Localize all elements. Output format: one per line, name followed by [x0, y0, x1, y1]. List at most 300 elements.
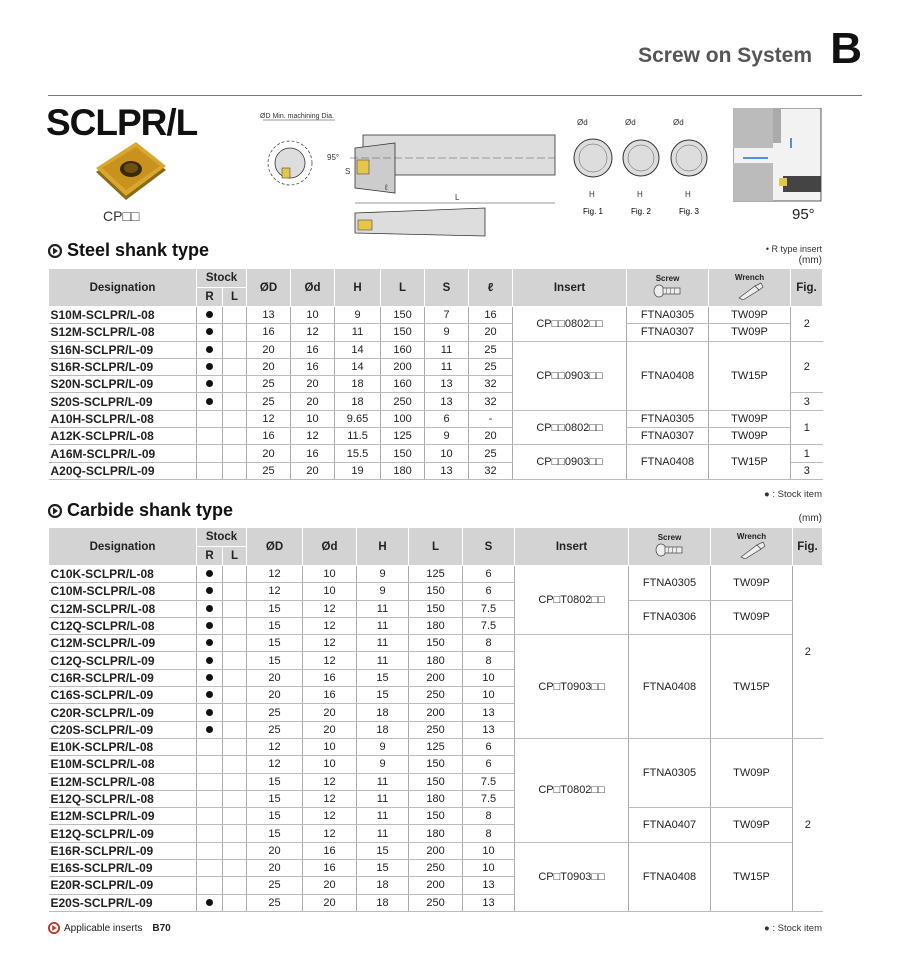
spec-cell: 150 — [409, 756, 463, 773]
spec-cell: 10 — [425, 445, 469, 462]
spec-cell: 15 — [357, 860, 409, 877]
fig-cell: 3 — [791, 462, 823, 479]
stock-dot — [206, 657, 213, 664]
spec-cell: 200 — [409, 669, 463, 686]
footer-text: Applicable inserts — [64, 922, 143, 934]
designation-cell: S20S-SCLPR/L-09 — [49, 393, 197, 410]
spec-cell: 7.5 — [463, 600, 515, 617]
insert-cell: CP□T0903□□ — [515, 842, 629, 911]
stock-dot — [206, 639, 213, 646]
angle-label: 95° — [327, 153, 340, 162]
spec-cell: 250 — [409, 721, 463, 738]
col-h: H — [335, 269, 381, 307]
steel-section-title — [48, 240, 209, 261]
spec-cell: 12 — [291, 428, 335, 445]
screw-cell: FTNA0306 — [629, 600, 711, 635]
product-name: SCLPR/L — [46, 102, 198, 143]
footer-page-ref[interactable]: B70 — [152, 922, 171, 934]
application-view — [733, 108, 823, 203]
spec-cell — [223, 842, 247, 859]
col-screw — [629, 528, 711, 566]
spec-cell: 20 — [303, 877, 357, 894]
spec-cell: 10 — [303, 583, 357, 600]
fig-cell: 1 — [791, 410, 823, 445]
spec-cell: 18 — [335, 393, 381, 410]
col-fig: Fig. — [791, 269, 823, 307]
col-s: S — [425, 269, 469, 307]
screw-cell: FTNA0307 — [627, 428, 709, 445]
stock-cell — [197, 617, 223, 634]
insert-image — [92, 142, 170, 204]
spec-cell — [223, 617, 247, 634]
steel-shank-table — [48, 268, 823, 480]
stock-cell — [197, 721, 223, 738]
spec-cell: - — [469, 410, 513, 427]
spec-cell — [197, 825, 223, 842]
spec-cell: 12 — [303, 635, 357, 652]
svg-text:H: H — [685, 190, 691, 199]
screw-icon — [653, 283, 683, 299]
spec-cell — [223, 393, 247, 410]
spec-cell: 200 — [409, 877, 463, 894]
spec-cell: 11 — [357, 652, 409, 669]
table-row — [49, 808, 823, 825]
stock-dot — [206, 726, 213, 733]
spec-cell: 25 — [247, 462, 291, 479]
l-label: L — [455, 193, 460, 202]
spec-cell: 8 — [463, 652, 515, 669]
spec-cell: 180 — [381, 462, 425, 479]
fig-cell: 2 — [791, 341, 823, 393]
spec-cell: 12 — [247, 756, 303, 773]
col-stock-l: L — [223, 288, 247, 307]
table-row — [49, 600, 823, 617]
designation-cell: A20Q-SCLPR/L-09 — [49, 462, 197, 479]
steel-title-text: Steel shank type — [67, 240, 210, 260]
designation-cell: S20N-SCLPR/L-09 — [49, 376, 197, 393]
designation-cell: E16S-SCLPR/L-09 — [49, 860, 197, 877]
wrench-cell: TW09P — [709, 324, 791, 341]
approach-angle: 95° — [792, 206, 815, 223]
spec-cell: 20 — [247, 358, 291, 375]
spec-cell: 15 — [247, 635, 303, 652]
spec-cell — [197, 738, 223, 755]
stock-dot — [206, 570, 213, 577]
col-insert: Insert — [515, 528, 629, 566]
spec-cell: 25 — [247, 894, 303, 911]
stock-cell — [197, 324, 223, 341]
spec-cell: 13 — [247, 307, 291, 324]
spec-cell: 8 — [463, 635, 515, 652]
spec-cell — [223, 704, 247, 721]
spec-cell: 16 — [303, 860, 357, 877]
stock-cell — [197, 652, 223, 669]
spec-cell: 12 — [291, 324, 335, 341]
spec-cell — [197, 756, 223, 773]
stock-dot — [206, 380, 213, 387]
spec-cell: 9 — [357, 756, 409, 773]
stock-cell — [197, 393, 223, 410]
spec-cell — [197, 842, 223, 859]
spec-cell: 25 — [247, 376, 291, 393]
spec-cell: 150 — [409, 600, 463, 617]
wrench-header-label: Wrench — [734, 273, 765, 282]
spec-cell: 13 — [463, 704, 515, 721]
designation-cell: A10H-SCLPR/L-08 — [49, 410, 197, 427]
svg-text:H: H — [637, 190, 643, 199]
spec-cell: 15 — [247, 808, 303, 825]
spec-cell — [223, 410, 247, 427]
spec-cell — [197, 428, 223, 445]
spec-cell: 7.5 — [463, 617, 515, 634]
spec-cell: 20 — [303, 704, 357, 721]
spec-cell: 125 — [409, 738, 463, 755]
wrench-cell: TW15P — [709, 445, 791, 480]
spec-cell: 200 — [409, 842, 463, 859]
spec-cell: 20 — [291, 393, 335, 410]
spec-cell: 16 — [469, 307, 513, 324]
screw-cell: FTNA0408 — [627, 445, 709, 480]
header-divider — [48, 95, 862, 96]
spec-cell: 12 — [247, 410, 291, 427]
stock-cell — [197, 583, 223, 600]
spec-cell: 200 — [381, 358, 425, 375]
insert-code: CP□□ — [103, 208, 140, 224]
spec-cell: 18 — [357, 704, 409, 721]
spec-cell — [223, 428, 247, 445]
spec-cell: 150 — [409, 773, 463, 790]
screw-cell: FTNA0407 — [629, 808, 711, 843]
spec-cell: 16 — [291, 341, 335, 358]
col-insert: Insert — [513, 269, 627, 307]
spec-cell — [197, 445, 223, 462]
designation-cell: E12Q-SCLPR/L-08 — [49, 790, 197, 807]
spec-cell: 13 — [425, 376, 469, 393]
stock-dot — [206, 709, 213, 716]
spec-cell: 12 — [303, 790, 357, 807]
spec-cell: 20 — [469, 324, 513, 341]
spec-cell: 150 — [381, 307, 425, 324]
spec-cell: 16 — [247, 428, 291, 445]
spec-cell: 200 — [409, 704, 463, 721]
designation-cell: E20S-SCLPR/L-09 — [49, 894, 197, 911]
designation-cell: E20R-SCLPR/L-09 — [49, 877, 197, 894]
wrench-cell: TW15P — [709, 341, 791, 410]
col-stock-l: L — [223, 547, 247, 566]
spec-cell: 25 — [247, 704, 303, 721]
section-figures — [565, 115, 730, 220]
footer-applicable-inserts[interactable] — [48, 922, 171, 934]
spec-cell — [197, 877, 223, 894]
spec-cell — [223, 341, 247, 358]
wrench-cell: TW09P — [711, 600, 793, 635]
wrench-cell: TW09P — [711, 566, 793, 601]
designation-cell: S10M-SCLPR/L-08 — [49, 307, 197, 324]
col-od-big: ØD — [247, 269, 291, 307]
col-h: H — [357, 528, 409, 566]
designation-cell: E12M-SCLPR/L-08 — [49, 773, 197, 790]
spec-cell — [223, 687, 247, 704]
spec-cell: 7 — [425, 307, 469, 324]
designation-cell: C12Q-SCLPR/L-09 — [49, 652, 197, 669]
spec-cell: 25 — [469, 341, 513, 358]
wrench-icon — [735, 282, 765, 300]
spec-cell: 9 — [335, 307, 381, 324]
fig-cell: 3 — [791, 393, 823, 410]
spec-cell: 10 — [303, 756, 357, 773]
spec-cell: 11 — [357, 825, 409, 842]
spec-cell: 12 — [303, 808, 357, 825]
spec-cell: 12 — [247, 583, 303, 600]
spec-cell: 11.5 — [335, 428, 381, 445]
spec-cell: 15 — [247, 600, 303, 617]
spec-cell: 10 — [463, 860, 515, 877]
spec-cell: 10 — [463, 842, 515, 859]
fig-cell: 1 — [791, 445, 823, 462]
stock-cell — [197, 307, 223, 324]
stock-dot — [206, 328, 213, 335]
screw-cell: FTNA0307 — [627, 324, 709, 341]
fig-1 — [574, 118, 612, 216]
spec-cell — [223, 756, 247, 773]
screw-cell: FTNA0305 — [629, 566, 711, 601]
spec-cell — [223, 376, 247, 393]
stock-cell — [197, 358, 223, 375]
stock-dot — [206, 346, 213, 353]
spec-cell: 10 — [291, 307, 335, 324]
spec-cell: 160 — [381, 376, 425, 393]
spec-cell — [223, 652, 247, 669]
designation-cell: S12M-SCLPR/L-08 — [49, 324, 197, 341]
spec-cell: 250 — [409, 687, 463, 704]
carbide-shank-table — [48, 527, 823, 912]
spec-cell: 15.5 — [335, 445, 381, 462]
col-designation: Designation — [49, 528, 197, 566]
spec-cell: 18 — [357, 877, 409, 894]
spec-cell — [223, 790, 247, 807]
screw-cell: FTNA0408 — [627, 341, 709, 410]
spec-cell: 13 — [425, 462, 469, 479]
wrench-cell: TW15P — [711, 635, 793, 739]
spec-cell: 18 — [357, 894, 409, 911]
spec-cell — [197, 462, 223, 479]
spec-cell: 20 — [247, 445, 291, 462]
stock-dot — [206, 398, 213, 405]
spec-cell: 12 — [303, 773, 357, 790]
spec-cell: 14 — [335, 341, 381, 358]
spec-cell: 10 — [463, 669, 515, 686]
screw-header-label: Screw — [657, 533, 682, 542]
wrench-cell: TW09P — [711, 808, 793, 843]
spec-cell — [223, 445, 247, 462]
table-row — [49, 324, 823, 341]
spec-cell — [223, 825, 247, 842]
spec-cell — [223, 600, 247, 617]
designation-cell: C12M-SCLPR/L-09 — [49, 635, 197, 652]
spec-cell: 20 — [247, 669, 303, 686]
screw-cell: FTNA0305 — [627, 410, 709, 427]
insert-cell: CP□T0903□□ — [515, 635, 629, 739]
spec-cell: 20 — [303, 894, 357, 911]
designation-cell: C16R-SCLPR/L-09 — [49, 669, 197, 686]
steel-legend: ● : Stock item — [763, 489, 822, 500]
col-fig: Fig. — [793, 528, 823, 566]
spec-cell: 10 — [303, 738, 357, 755]
col-designation: Designation — [49, 269, 197, 307]
spec-cell: 6 — [463, 566, 515, 583]
stock-cell — [197, 341, 223, 358]
spec-cell: 11 — [335, 324, 381, 341]
spec-cell: 250 — [409, 860, 463, 877]
spec-cell — [197, 808, 223, 825]
spec-cell: 11 — [357, 635, 409, 652]
designation-cell: E10M-SCLPR/L-08 — [49, 756, 197, 773]
stock-dot — [206, 605, 213, 612]
spec-cell: 16 — [247, 324, 291, 341]
spec-cell: 11 — [357, 808, 409, 825]
stock-cell — [197, 376, 223, 393]
spec-cell: 180 — [409, 652, 463, 669]
spec-cell: 150 — [409, 635, 463, 652]
designation-cell: E10K-SCLPR/L-08 — [49, 738, 197, 755]
spec-cell: 12 — [247, 738, 303, 755]
spec-cell: 15 — [247, 790, 303, 807]
wrench-cell: TW15P — [711, 842, 793, 911]
screw-icon — [655, 542, 685, 558]
table-row — [49, 635, 823, 652]
col-stock-r: R — [197, 547, 223, 566]
screw-cell: FTNA0408 — [629, 635, 711, 739]
spec-cell: 12 — [247, 566, 303, 583]
spec-cell: 14 — [335, 358, 381, 375]
spec-cell — [223, 738, 247, 755]
spec-cell — [197, 773, 223, 790]
spec-cell: 180 — [409, 617, 463, 634]
col-s: S — [463, 528, 515, 566]
spec-cell: 13 — [463, 721, 515, 738]
svg-text:Ød: Ød — [625, 118, 636, 127]
spec-cell: 15 — [247, 617, 303, 634]
spec-cell — [197, 410, 223, 427]
spec-cell: 9 — [425, 324, 469, 341]
spec-cell: 15 — [357, 687, 409, 704]
spec-cell: 10 — [303, 566, 357, 583]
spec-cell: 12 — [303, 617, 357, 634]
stock-dot — [206, 674, 213, 681]
spec-cell: 12 — [303, 600, 357, 617]
spec-cell: 25 — [247, 721, 303, 738]
spec-cell: 15 — [357, 842, 409, 859]
insert-cell: CP□T0802□□ — [515, 738, 629, 842]
fig-1-label: Fig. 1 — [583, 207, 604, 216]
spec-cell: 6 — [463, 756, 515, 773]
spec-cell: 250 — [381, 393, 425, 410]
designation-cell: C10M-SCLPR/L-08 — [49, 583, 197, 600]
fig-2-label: Fig. 2 — [631, 207, 652, 216]
wrench-cell: TW09P — [709, 307, 791, 324]
spec-cell: 18 — [357, 721, 409, 738]
l-small-label: ℓ — [385, 183, 388, 192]
fig-cell: 2 — [791, 307, 823, 342]
col-od: Ød — [291, 269, 335, 307]
spec-cell — [197, 860, 223, 877]
spec-cell: 10 — [463, 687, 515, 704]
spec-cell: 6 — [463, 583, 515, 600]
table-row — [49, 341, 823, 358]
section-letter: B — [830, 24, 862, 73]
stock-dot — [206, 311, 213, 318]
spec-cell: 9 — [357, 583, 409, 600]
wrench-cell: TW09P — [709, 428, 791, 445]
stock-cell — [197, 566, 223, 583]
section-title: Screw on System — [638, 44, 812, 67]
steel-unit: (mm) — [798, 255, 822, 266]
spec-cell — [223, 808, 247, 825]
spec-cell: 11 — [425, 341, 469, 358]
designation-cell: S16N-SCLPR/L-09 — [49, 341, 197, 358]
spec-cell: 11 — [357, 617, 409, 634]
col-od: Ød — [303, 528, 357, 566]
spec-cell: 13 — [463, 894, 515, 911]
spec-cell: 25 — [469, 358, 513, 375]
spec-cell: 9.65 — [335, 410, 381, 427]
spec-cell: 160 — [381, 341, 425, 358]
table-row — [49, 428, 823, 445]
spec-cell: 12 — [303, 825, 357, 842]
fig-2 — [623, 118, 659, 216]
spec-cell: 16 — [291, 358, 335, 375]
designation-cell: S16R-SCLPR/L-09 — [49, 358, 197, 375]
fig-3 — [671, 118, 707, 216]
insert-cell: CP□□0903□□ — [513, 445, 627, 480]
spec-cell: 11 — [357, 600, 409, 617]
svg-text:Ød: Ød — [673, 118, 684, 127]
spec-cell: 20 — [469, 428, 513, 445]
col-length: L — [381, 269, 425, 307]
spec-cell: 16 — [303, 669, 357, 686]
spec-cell: 8 — [463, 825, 515, 842]
spec-cell: 25 — [247, 393, 291, 410]
spec-cell: 10 — [291, 410, 335, 427]
tool-drawing — [255, 108, 565, 243]
stock-cell — [197, 894, 223, 911]
spec-cell: 180 — [409, 825, 463, 842]
spec-cell: 150 — [409, 808, 463, 825]
svg-text:Ød: Ød — [577, 118, 588, 127]
r-type-note: • R type insert — [765, 244, 822, 254]
designation-cell: C10K-SCLPR/L-08 — [49, 566, 197, 583]
spec-cell: 100 — [381, 410, 425, 427]
s-label: S — [345, 167, 351, 176]
screw-cell: FTNA0305 — [627, 307, 709, 324]
spec-cell: 19 — [335, 462, 381, 479]
screw-header-label: Screw — [655, 274, 680, 283]
spec-cell — [223, 721, 247, 738]
spec-cell: 9 — [425, 428, 469, 445]
spec-cell — [223, 566, 247, 583]
spec-cell: 16 — [303, 842, 357, 859]
table-row — [49, 842, 823, 859]
stock-dot — [206, 587, 213, 594]
designation-cell: C20S-SCLPR/L-09 — [49, 721, 197, 738]
spec-cell: 15 — [247, 825, 303, 842]
spec-cell: 7.5 — [463, 790, 515, 807]
spec-cell: 20 — [291, 376, 335, 393]
stock-dot — [206, 622, 213, 629]
spec-cell: 6 — [425, 410, 469, 427]
insert-cell: CP□T0802□□ — [515, 566, 629, 635]
spec-cell: 32 — [469, 393, 513, 410]
